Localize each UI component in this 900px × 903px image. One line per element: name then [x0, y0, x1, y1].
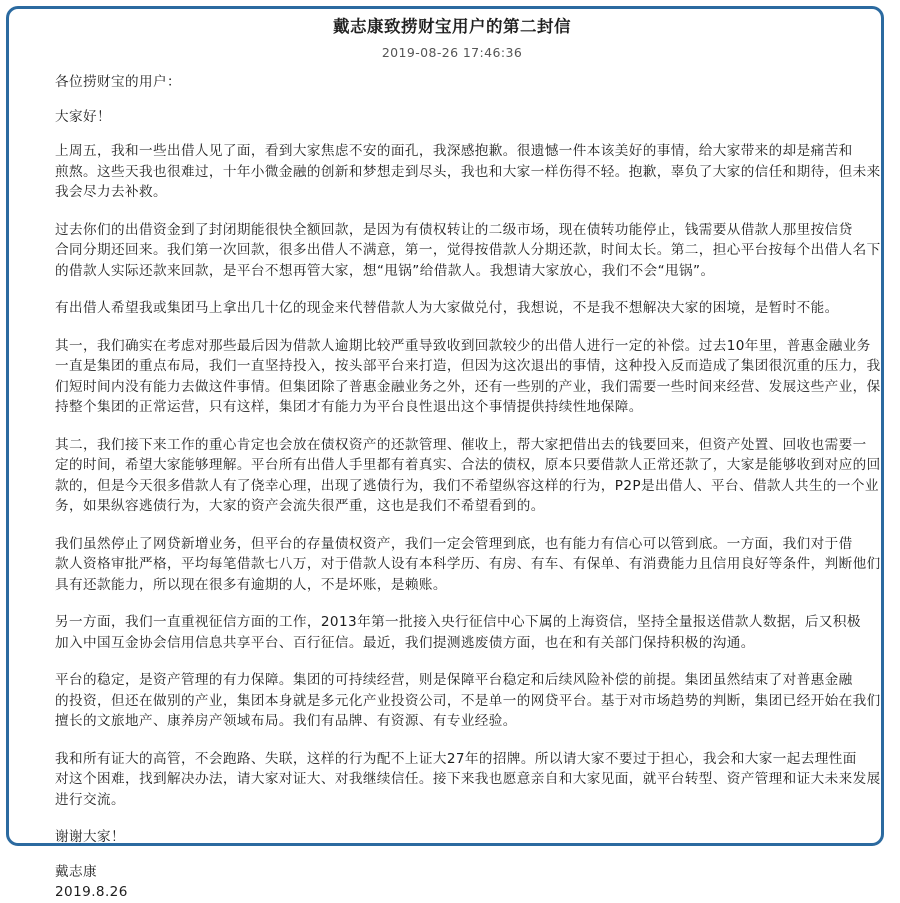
paragraph-line: 过去你们的出借资金到了封闭期能很快全额回款，是因为有债权转让的二级市场，现在债转功能停止，钱需要从借款人那里按信贷: [55, 221, 853, 238]
paragraph-line: 持整个集团的正常运营，只有这样，集团才有能力为平台良性退出这个事情提供持续性地保障。: [55, 399, 643, 415]
paragraph-line: 其一，我们确实在考虑对那些最后因为借款人逾期比较严重导致收到回款较少的出借人进行一定的补偿。过去10年里，普惠金融业务: [55, 337, 871, 354]
closing: 谢谢大家！: [55, 829, 125, 845]
paragraph-line: 擅长的文旅地产、康养房产领域布局。我们有品牌、有资源、有专业经验。: [55, 713, 517, 729]
paragraph-line: 款人资格审批严格，平均每笔借款七八万，对于借款人设有本科学历、有房、有车、有保单、有消费能力且信用良好等条件，判断他们: [55, 556, 881, 572]
paragraph-line: 对这个困难，找到解决办法，请大家对证大、对我继续信任。接下来我也愿意亲自和大家见面，就平台转型、资产管理和证大未来发展: [55, 771, 881, 787]
signature-name: 戴志康: [55, 863, 97, 880]
paragraph-line: 我会尽力去补救。: [55, 184, 167, 200]
paragraph-line: 另一方面，我们一直重视征信方面的工作，2013年第一批接入央行征信中心下属的上海资信，坚持全量报送借款人数据，后又积极: [55, 614, 861, 630]
letter-paragraph: [55, 141, 881, 203]
letter-paragraph: [55, 612, 861, 653]
paragraph-line: 加入中国互金协会信用信息共享平台、百行征信。最近，我们提测逃废债方面，也在和有关部门保持积极的沟通。: [55, 634, 755, 651]
letter-paragraph: [55, 435, 881, 517]
salutation: 各位捞财宝的用户：: [55, 74, 181, 90]
paragraph-line: 煎熬。这些天我也很难过，十年小微金融的创新和梦想走到尽头，我也和大家一样伤得不轻。抱歉，辜负了大家的信任和期待，但未来: [55, 163, 881, 180]
paragraph-line: 平台的稳定，是资产管理的有力保障。集团的可持续经营，则是保障平台稳定和后续风险补偿的前提。集团虽然结束了对普惠金融: [55, 672, 853, 688]
paragraph-line: 们短时间内没有能力去做这件事情。但集团除了普惠金融业务之外，还有一些别的产业，我们需要一些时间来经营、发展这些产业，保: [55, 378, 881, 395]
paragraph-line: 合同分期还回来。我们第一次回款，很多出借人不满意，第一，觉得按借款人分期还款，时间太长。第二，担心平台按每个出借人名下: [55, 242, 881, 258]
letter-paragraph: [55, 336, 881, 418]
paragraph-line: 款的，但是今天很多借款人有了侥幸心理，出现了逃债行为，我们不希望纵容这样的行为，P2P是出借人、平台、借款人共生的一个业: [55, 477, 879, 494]
letter-paragraphs: [55, 141, 881, 810]
signature-date: 2019.8.26: [55, 884, 128, 900]
paragraph-line: 定的时间，希望大家能够理解。平台所有出借人手里都有着真实、合法的债权，原本只要借款人正常还款了，大家是能够收到对应的回: [55, 457, 881, 473]
greeting: 大家好！: [55, 108, 111, 125]
letter-paragraph: [55, 670, 881, 732]
paragraph-line: 的投资，但还在做别的产业，集团本身就是多元化产业投资公司，不是单一的网贷平台。基于对市场趋势的判断，集团已经开始在我们: [55, 692, 881, 709]
paragraph-line: 的借款人实际还款来回款，是平台不想再管大家，想“甩锅”给借款人。我想请大家放心，我们不会“甩锅”。: [55, 262, 715, 279]
letter-paragraph: [55, 534, 881, 596]
paragraph-line: 进行交流。: [55, 791, 125, 808]
paragraph-line: 我和所有证大的高管，不会跑路、失联，这样的行为配不上证大27年的招牌。所以请大家不要过于担心，我会和大家一起去理性面: [55, 750, 857, 767]
paragraph-line: 我们虽然停止了网贷新增业务，但平台的存量债权资产，我们一定会管理到底，也有能力有信心可以管到底。一方面，我们对于借: [55, 535, 853, 552]
letter-body: [9, 9, 881, 903]
letter-paragraph: [55, 298, 849, 319]
paragraph-line: 务，如果纵容逃债行为，大家的资产会流失很严重，这也是我们不希望看到的。: [55, 498, 545, 514]
paragraph-line: 上周五，我和一些出借人见了面，看到大家焦虑不安的面孔，我深感抱歉。很遗憾一件本该美好的事情，给大家带来的却是痛苦和: [55, 143, 853, 159]
paragraph-line: 有出借人希望我或集团马上拿出几十亿的现金来代替借款人为大家做兑付，我想说，不是我不想解决大家的困境，是暂时不能。: [55, 300, 839, 316]
paragraph-line: 具有还款能力，所以现在很多有逾期的人，不是坏账，是赖账。: [55, 576, 447, 593]
letter-paragraph: [55, 749, 881, 811]
paragraph-line: 一直是集团的重点布局，我们一直坚持投入，按头部平台来打造，但因为这次退出的事情，这种投入反而造成了集团很沉重的压力，我: [55, 358, 881, 374]
letter-title: 戴志康致捞财宝用户的第二封信: [333, 17, 571, 36]
paragraph-line: 其二，我们接下来工作的重心肯定也会放在债权资产的还款管理、催收上，帮大家把借出去的钱要回来，但资产处置、回收也需要一: [55, 436, 867, 453]
letter-paragraph: [55, 220, 881, 282]
letter-frame: [6, 6, 884, 900]
letter-datetime: 2019-08-26 17:46:36: [381, 45, 523, 60]
